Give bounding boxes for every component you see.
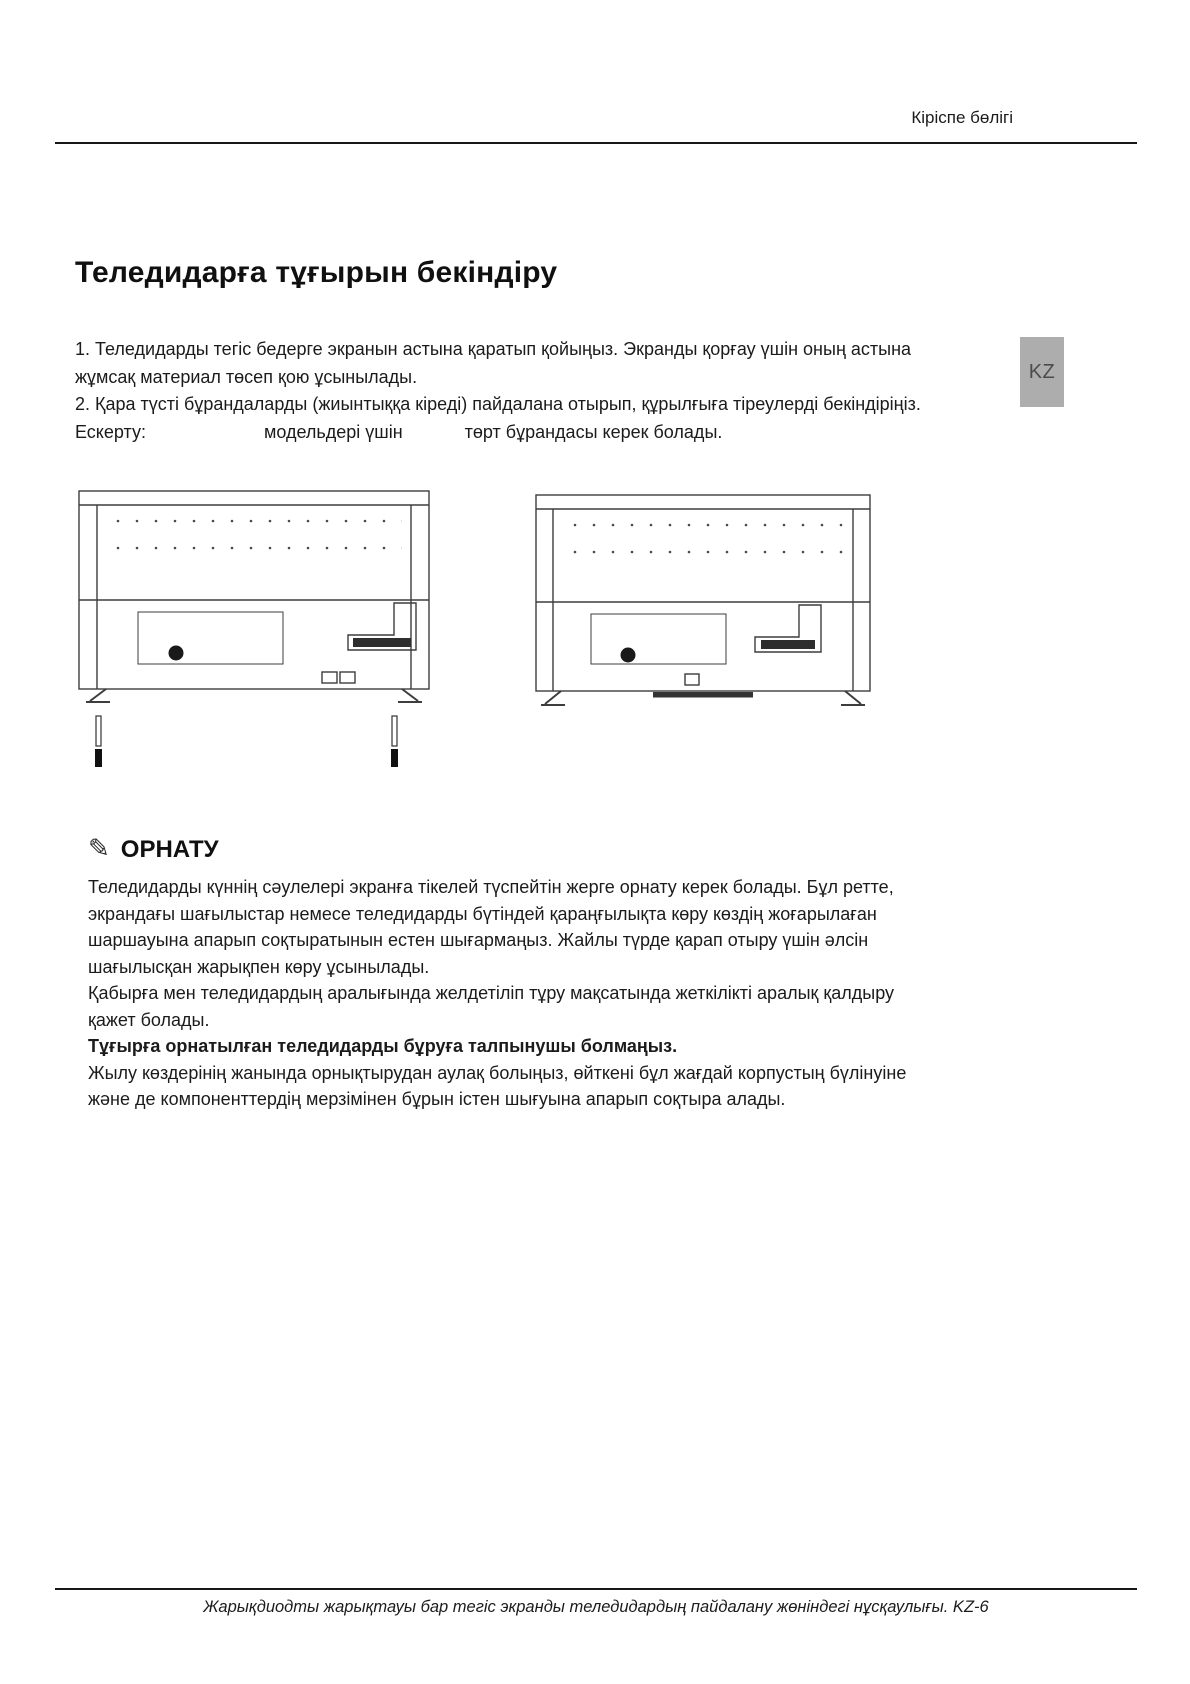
- footer-rule: [55, 1588, 1137, 1590]
- port-cutout: [322, 672, 337, 683]
- model-name-blank: [146, 437, 264, 438]
- port-cutout: [685, 674, 699, 685]
- pencil-icon: ✎: [88, 833, 110, 863]
- stand-base-bar: [653, 692, 753, 698]
- language-tab: KZ: [1020, 337, 1064, 407]
- step-2-text-b: модельдері үшін: [263, 421, 403, 442]
- section-header: Кіріспе бөлігі: [911, 108, 1013, 127]
- port-cutout: [340, 672, 355, 683]
- screw-count-blank: [403, 437, 465, 438]
- screw-icon: [95, 716, 102, 767]
- tv-back-diagram-with-screws: [76, 488, 434, 778]
- page-title: Теледидарға тұғырын бекіндіру: [75, 256, 558, 289]
- install-body: [88, 874, 933, 1113]
- vesa-hole-pattern: [561, 519, 845, 577]
- terminal-strip: [353, 638, 411, 647]
- power-connector-icon: [621, 648, 636, 663]
- install-paragraph-2: Қабырға мен теледидардың аралығында желдетіліп тұру мақсатында жеткілікті аралық қалдыру қажет болады.: [88, 983, 895, 1030]
- power-connector-icon: [169, 646, 184, 661]
- step-2-text-c: төрт бұрандасы керек болады.: [464, 421, 723, 442]
- step-2: [75, 391, 945, 446]
- terminal-strip: [761, 640, 815, 649]
- mounting-instructions: [75, 336, 945, 446]
- vesa-hole-pattern: [106, 515, 402, 573]
- tv-back-diagram-on-stand: [533, 492, 875, 712]
- header-rule: [55, 142, 1137, 144]
- step-1: 1. Теледидарды тегіс бедерге экранын астына қаратып қойыңыз. Экранды қорғау үшін оның астына жұмсақ материал төсеп қою ұсынылады.: [75, 339, 912, 387]
- install-warning: Тұғырға орнатылған теледидарды бұруға талпынушы болмаңыз.: [88, 1036, 678, 1056]
- install-paragraph-3: Жылу көздерінің жанында орнықтырудан аулақ болыңыз, өйткені бұл жағдай корпустың бүлінуіне және де компоненттердің мерзімінен бұрын істен шығуына апарып соқтыра алады.: [88, 1062, 907, 1109]
- screw-icon: [391, 716, 398, 767]
- install-section: [88, 834, 940, 1113]
- install-paragraph-1: Теледидарды күннің сәулелері экранға тікелей түспейтін жерге орнату керек болады. Бұл ретте, экрандағы шағылыстар немесе теледидарды бүтіндей қараңғылықта көру көздің жоғарылаған шаршауына апарып соқтыратынын естен шығармаңыз. Жайлы түрде қарап отыру үшін әлсін шағылысқан жарықпен көру ұсынылады.: [88, 877, 894, 977]
- step-2-text-a: 2. Қара түсті бұрандаларды (жиынтыққа кіреді) пайдалана отырып, құрылғыға тіреулерді бекіндіріңіз. Ескерту:: [75, 394, 926, 442]
- install-heading-text: ОРНАТУ: [120, 835, 219, 863]
- install-heading: [88, 834, 940, 865]
- footer-text: Жарықдиодты жарықтауы бар тегіс экранды теледидардың пайдалану жөніндегі нұсқаулығы. KZ-6: [203, 1598, 989, 1616]
- tv-stand-feet: [86, 689, 422, 702]
